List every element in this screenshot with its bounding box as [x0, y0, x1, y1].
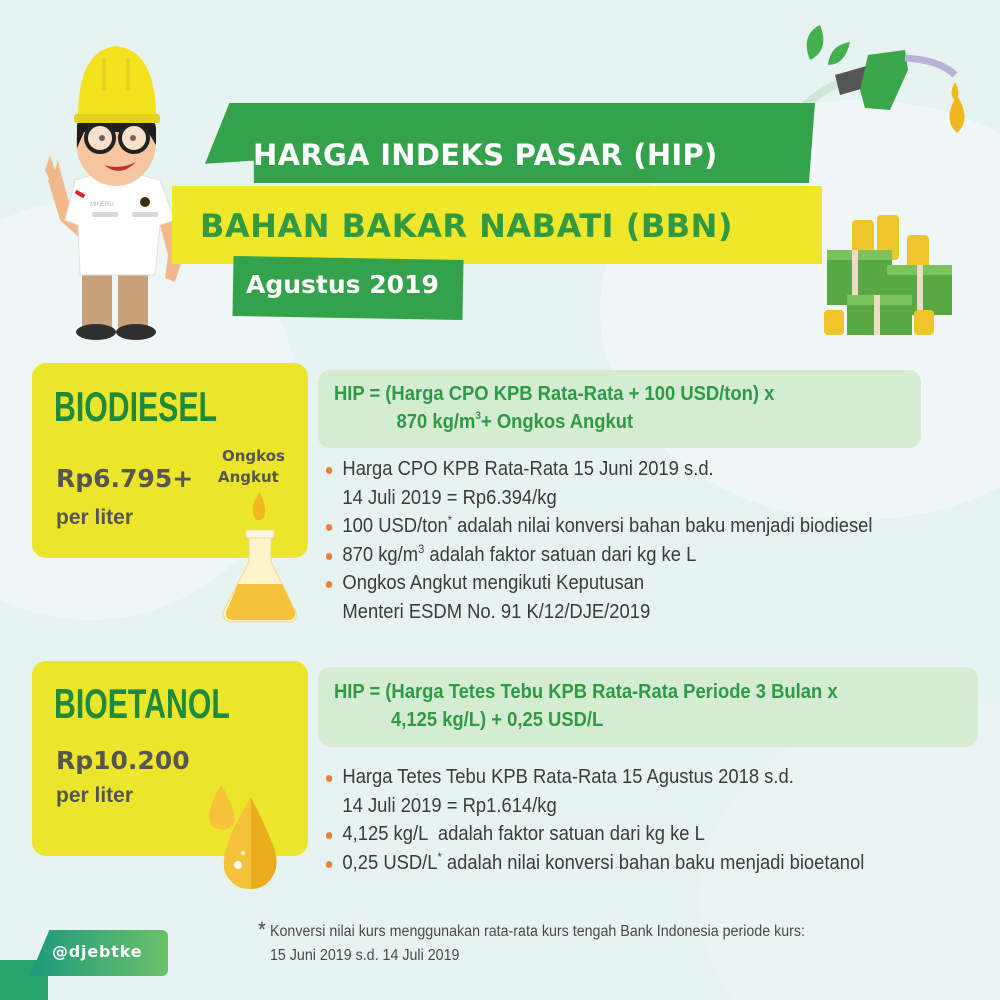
- page-title: HARGA INDEKS PASAR (HIP): [253, 138, 718, 172]
- engineer-mascot-illustration: [20, 20, 190, 340]
- money-stack-illustration: [822, 215, 962, 340]
- list-item: 100 USD/ton* adalah nilai konversi bahan baku menjadi biodiesel: [324, 512, 872, 541]
- flask-icon: [218, 492, 303, 627]
- list-item: 0,25 USD/L* adalah nilai konversi bahan baku menjadi bioetanol: [324, 849, 864, 878]
- bioetanol-price: Rp10.200: [56, 746, 190, 775]
- social-handle: @djebtke: [52, 942, 143, 961]
- list-item: Harga CPO KPB Rata-Rata 15 Juni 2019 s.d. 14 Juli 2019 = Rp6.394/kg: [324, 455, 872, 512]
- list-item: 870 $kg/m^3$ adalah faktor satuan dari kg ke L: [324, 541, 872, 570]
- biodiesel-price-extra: Ongkos Angkut: [218, 447, 285, 486]
- bioetanol-title: BIOETANOL: [54, 680, 230, 727]
- biodiesel-title: BIODIESEL: [54, 383, 217, 430]
- list-item: Harga Tetes Tebu KPB Rata-Rata 15 Agustus 2018 s.d. 14 Juli 2019 = Rp1.614/kg: [324, 763, 864, 820]
- biodiesel-unit: per liter: [56, 506, 134, 529]
- biodiesel-formula: HIP = (Harga CPO KPB Rata-Rata + 100 USD/ton) x 870 $kg/m^3+$ Ongkos Angkut: [334, 383, 775, 433]
- biodiesel-notes-list: [324, 455, 872, 626]
- list-item: 4,125 kg/L adalah faktor satuan dari kg ke L: [324, 820, 864, 849]
- biodiesel-price: Rp6.795+: [56, 464, 194, 493]
- bioetanol-unit: per liter: [56, 784, 134, 807]
- list-item: Ongkos Angkut mengikuti Keputusan Menteri ESDM No. 91 K/12/DJE/2019: [324, 569, 872, 626]
- page-subtitle: BAHAN BAKAR NABATI (BBN): [200, 207, 734, 245]
- oil-drops-icon: [203, 785, 283, 900]
- footnote: * Konversi nilai kurs menggunakan rata-rata kurs tengah Bank Indonesia periode kurs: 15 Juni 2019 s.d. 14 Juli 2019: [258, 917, 806, 964]
- oil-drop-icon: [942, 95, 972, 135]
- bioetanol-formula: HIP = (Harga Tetes Tebu KPB Rata-Rata Periode 3 Bulan x 4,125 kg/L) + 0,25 USD/L: [334, 681, 838, 731]
- bioetanol-notes-list: [324, 763, 864, 877]
- shirt-label: MINERU: [90, 202, 114, 208]
- period-label: Agustus 2019: [246, 270, 439, 299]
